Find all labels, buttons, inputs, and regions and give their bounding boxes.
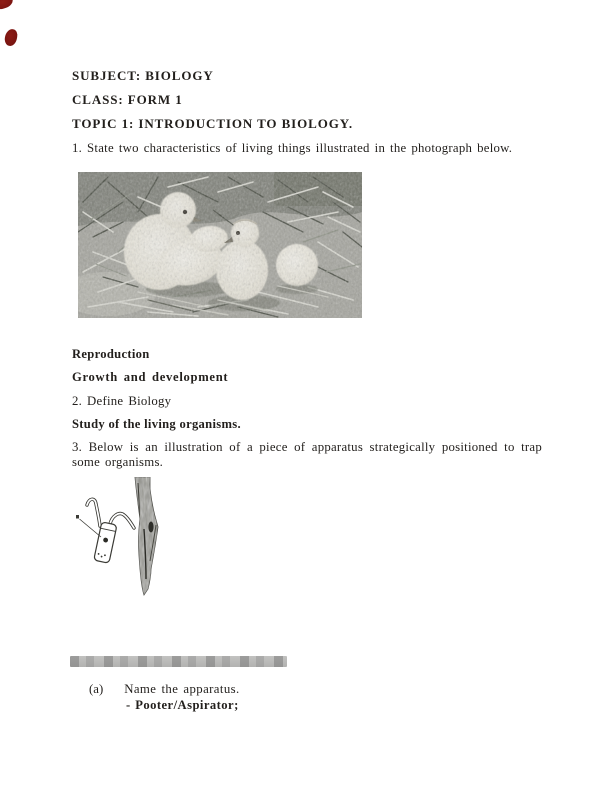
scan-artifact-band — [70, 656, 287, 667]
question-3a-text: Name the apparatus. — [124, 682, 240, 696]
answer-1-reproduction: Reproduction — [72, 347, 150, 361]
question-3-text: 3. Below is an illustration of a piece of apparatus strategically positioned to trap some organisms. — [72, 440, 542, 469]
question-2-text: 2. Define Biology — [72, 394, 172, 408]
tree-branch — [126, 477, 166, 603]
mouth-tube — [87, 499, 100, 526]
red-ink-mark — [0, 0, 14, 10]
question-1-text: 1. State two characteristics of living things illustrated in the photograph below. — [72, 141, 513, 155]
collecting-vial — [94, 522, 117, 563]
topic-heading: TOPIC 1: INTRODUCTION TO BIOLOGY. — [72, 116, 353, 131]
question-3a-label: (a) — [89, 682, 104, 696]
red-ink-mark — [4, 28, 19, 47]
question-3a-row — [89, 682, 240, 697]
answer-2-text: Study of the living organisms. — [72, 417, 241, 431]
subject-heading: SUBJECT: BIOLOGY — [72, 68, 214, 83]
nest-photo-svg — [78, 172, 362, 318]
answer-1-growth: Growth and development — [72, 370, 229, 384]
branch-knot — [148, 522, 153, 533]
pooter-apparatus — [76, 499, 134, 563]
chicks-and-eggs-photo — [78, 172, 362, 318]
photo-grain — [78, 172, 362, 318]
question-3a-answer: - Pooter/Aspirator; — [126, 698, 239, 712]
pooter-illustration — [74, 477, 274, 657]
class-heading: CLASS: FORM 1 — [72, 92, 183, 107]
label-mark — [76, 515, 79, 519]
pooter-svg — [74, 477, 274, 657]
